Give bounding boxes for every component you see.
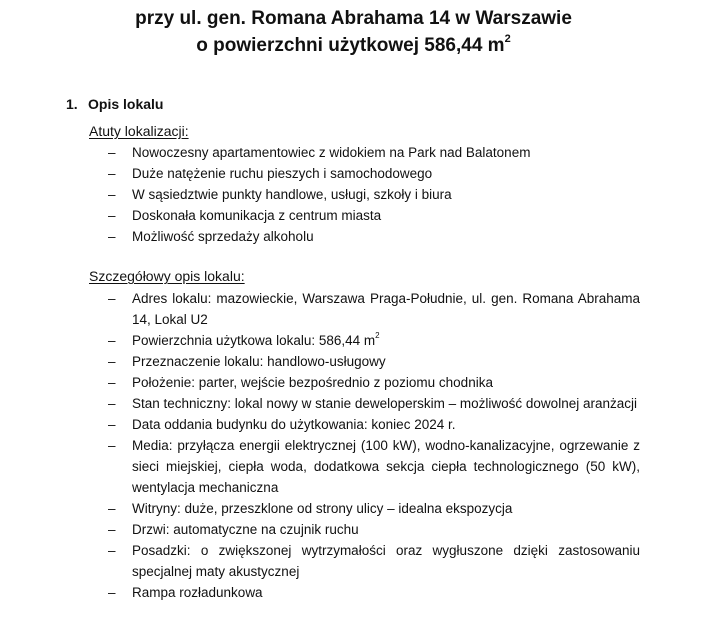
- list-item: [108, 582, 640, 603]
- list-item-text: Przeznaczenie lokalu: handlowo-usługowy: [132, 354, 386, 369]
- list-item-text: Posadzki: o zwiększonej wytrzymałości oraz wygłuszone dzięki zastosowaniu specjalnej maty akustycznej: [132, 543, 640, 579]
- section-heading: [66, 94, 163, 114]
- bullet-dash: –: [108, 145, 116, 160]
- list-item: [108, 498, 640, 519]
- area-superscript: 2: [375, 330, 380, 340]
- section-title: Opis lokalu: [88, 96, 164, 112]
- list-item: [108, 163, 640, 184]
- bullet-dash: –: [108, 396, 116, 411]
- list-item: [108, 205, 640, 226]
- bullet-dash: –: [108, 229, 116, 244]
- list-item: [108, 435, 640, 498]
- bullet-dash: –: [108, 501, 116, 516]
- list-item-text: W sąsiedztwie punkty handlowe, usługi, szkoły i biura: [132, 187, 452, 202]
- list-item: [108, 330, 640, 351]
- list-item: [108, 414, 640, 435]
- list-item: [108, 540, 640, 582]
- bullet-dash: –: [108, 187, 116, 202]
- section-number: 1.: [66, 96, 78, 112]
- list-item-text: Rampa rozładunkowa: [132, 585, 263, 600]
- bullet-dash: –: [108, 543, 116, 558]
- list-item-text: Data oddania budynku do użytkowania: koniec 2024 r.: [132, 417, 456, 432]
- bullet-dash: –: [108, 354, 116, 369]
- bullet-dash: –: [108, 585, 116, 600]
- list-item: [108, 351, 640, 372]
- bullet-dash: –: [108, 291, 116, 306]
- list-item: [108, 142, 640, 163]
- list-item: [108, 372, 640, 393]
- list-item-text: Witryny: duże, przeszklone od strony ulicy – idealna ekspozycja: [132, 501, 513, 516]
- bullet-dash: –: [108, 417, 116, 432]
- title-area-superscript: 2: [504, 32, 511, 45]
- bullet-dash: –: [108, 333, 116, 348]
- title-area-text: o powierzchni użytkowej 586,44 m: [196, 35, 505, 56]
- list-item-text: Położenie: parter, wejście bezpośrednio z poziomu chodnika: [132, 375, 493, 390]
- list-item: [108, 519, 640, 540]
- list-item-text: Doskonała komunikacja z centrum miasta: [132, 208, 382, 223]
- opis-heading: Szczegółowy opis lokalu:: [89, 268, 245, 284]
- list-item: [108, 288, 640, 330]
- list-item-text: Adres lokalu: mazowieckie, Warszawa Praga-Południe, ul. gen. Romana Abrahama 14, Lokal U2: [132, 291, 640, 327]
- list-item-text: Media: przyłącza energii elektrycznej (100 kW), wodno-kanalizacyjne, ogrzewanie z sieci miejskiej, ciepła woda, dodatkowa sekcja ciepła technologicznego (50 kW), wentylacja mechaniczna: [132, 438, 640, 495]
- list-item: [108, 184, 640, 205]
- list-item-text: Powierzchnia użytkowa lokalu: 586,44 m: [132, 333, 376, 348]
- bullet-dash: –: [108, 375, 116, 390]
- list-item-text: Drzwi: automatyczne na czujnik ruchu: [132, 522, 359, 537]
- list-item-text: Nowoczesny apartamentowiec z widokiem na Park nad Balatonem: [132, 145, 531, 160]
- list-item: [108, 393, 640, 414]
- list-item-text: Możliwość sprzedaży alkoholu: [132, 229, 314, 244]
- atuty-list: [108, 142, 640, 247]
- list-item-text: Stan techniczny: lokal nowy w stanie deweloperskim – możliwość dowolnej aranżacji: [132, 396, 637, 411]
- bullet-dash: –: [108, 208, 116, 223]
- list-item-text: Duże natężenie ruchu pieszych i samochodowego: [132, 166, 433, 181]
- document-title-line-2: [0, 34, 707, 58]
- bullet-dash: –: [108, 522, 116, 537]
- document-title-line-1: przy ul. gen. Romana Abrahama 14 w Warszawie: [135, 8, 572, 29]
- bullet-dash: –: [108, 438, 116, 453]
- atuty-heading: Atuty lokalizacji:: [89, 123, 189, 139]
- list-item: [108, 226, 640, 247]
- bullet-dash: –: [108, 166, 116, 181]
- opis-list: [108, 288, 640, 603]
